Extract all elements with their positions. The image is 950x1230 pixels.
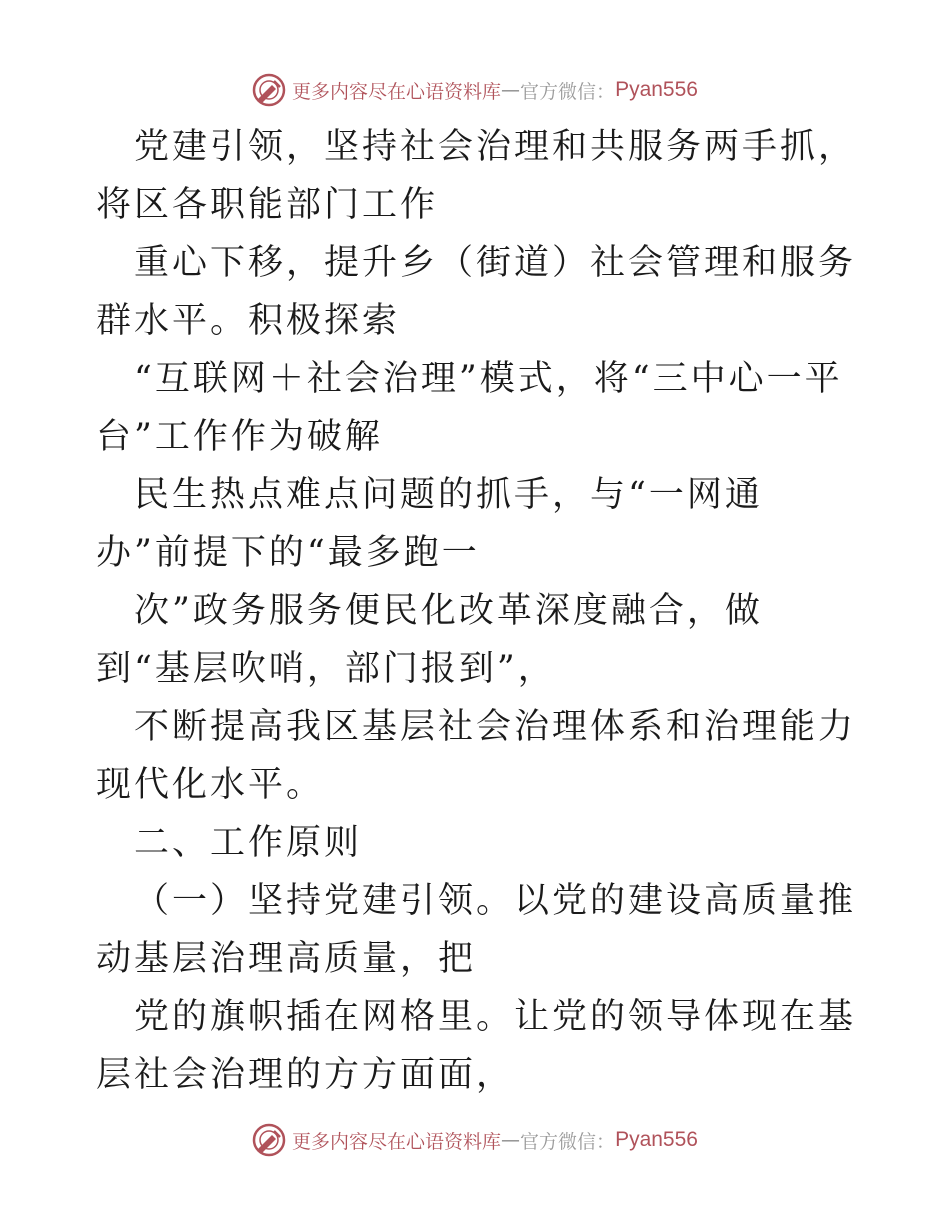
document-body (96, 118, 856, 1104)
paragraph: 不断提高我区基层社会治理体系和治理能力现代化水平。 (96, 707, 857, 805)
header-watermark (0, 70, 950, 110)
watermark-account-id: Pyan556 (615, 78, 698, 101)
footer-watermark (0, 1120, 950, 1160)
paragraph: 次”政务服务便民化改革深度融合，做到“基层吹哨，部门报到”， (96, 591, 763, 689)
paragraph: （一）坚持党建引领。以党的建设高质量推动基层治理高质量，把 (96, 881, 857, 979)
watermark-brand: 更多内容尽在心语资料库 (292, 80, 502, 103)
watermark-account-label: 官方微信： (520, 80, 616, 103)
watermark-account-id: Pyan556 (615, 1128, 698, 1151)
watermark-separator: — (501, 79, 521, 101)
paragraph: 党建引领，坚持社会治理和共服务两手抓，将区各职能部门工作 (96, 127, 857, 225)
paragraph: 重心下移，提升乡（街道）社会管理和服务群水平。积极探索 (96, 243, 857, 341)
paragraph: 民生热点难点问题的抓手，与“一网通办”前提下的“最多跑一 (96, 475, 763, 573)
red-seal-logo-icon (252, 1123, 286, 1157)
section-heading: 二、工作原则 (134, 823, 363, 863)
watermark-account-label: 官方微信： (520, 1130, 616, 1153)
paragraph: 党的旗帜插在网格里。让党的领导体现在基层社会治理的方方面面， (96, 997, 857, 1095)
watermark-brand: 更多内容尽在心语资料库 (292, 1130, 502, 1153)
red-seal-logo-icon (252, 73, 286, 107)
paragraph: “互联网＋社会治理”模式，将“三中心一平台”工作作为破解 (96, 359, 843, 457)
watermark-separator: — (501, 1129, 521, 1151)
